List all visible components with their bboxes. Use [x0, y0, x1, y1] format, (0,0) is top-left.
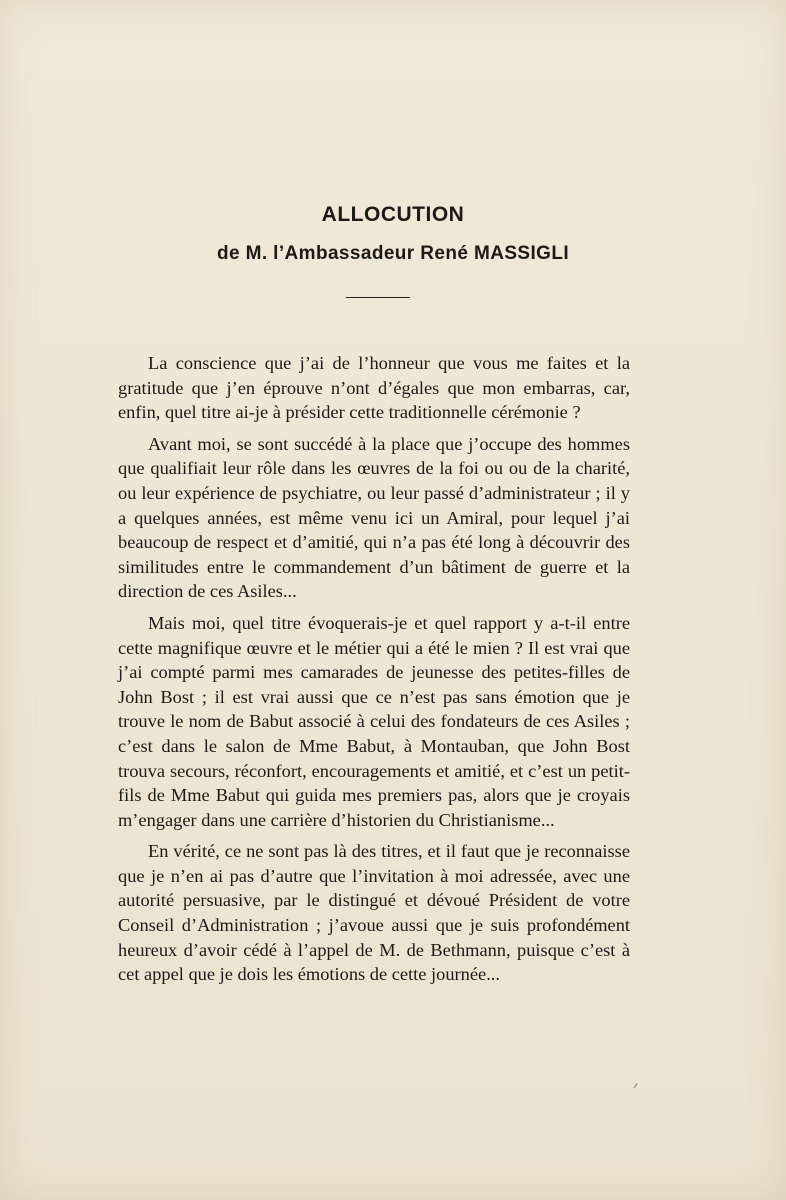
body-text	[118, 351, 630, 994]
paper-mark	[633, 1083, 638, 1089]
title-divider	[346, 297, 410, 298]
paragraph: En vérité, ce ne sont pas là des titres, et il faut que je reconnaisse que je n’en ai pas d’autre que l’invitation à moi adressée, avec une autorité persuasive, par le distingué et dévoué Président de votre Conseil d’Administration ; j’avoue aussi que je suis profondément heureux d’avoir cédé à l’appel de M. de Bethmann, puisque c’est à cet appel que je dois les émotions de cette journée...	[118, 841, 630, 985]
paragraph: La conscience que j’ai de l’honneur que vous me faites et la gratitude que j’en éprouve n’ont d’égales que mon embarras, car, enfin, quel titre ai-je à présider cette traditionnelle cérémonie ?	[118, 353, 630, 423]
paragraph: Avant moi, se sont succédé à la place que j’occupe des hommes que qualifiait leur rôle dans les œuvres de la foi ou ou de la charité, ou leur expérience de psychiatre, ou leur passé d’administrateur ; il y a quelques années, est même venu ici un Amiral, pour lequel j’ai beaucoup de respect et d’amitié, qui n’a pas été long à découvrir des similitudes entre le commandement d’un bâtiment de guerre et la direction de ces Asiles...	[118, 433, 630, 602]
page-title: ALLOCUTION	[321, 203, 465, 226]
paragraph: Mais moi, quel titre évoquerais-je et quel rapport y a-t-il entre cette magnifique œuvre et le métier qui a été le mien ? Il est vrai que j’ai compté parmi mes camarades de jeunesse des petites-filles de John Bost ; il est vrai aussi que ce n’est pas sans émotion que je trouve le nom de Babut associé à celui des fondateurs de ces Asiles ; c’est dans le salon de Mme Babut, à Montauban, que John Bost trouva secours, réconfort, encouragements et amitié, et c’est un petit-fils de Mme Babut qui guida mes premiers pas, alors que je croyais m’engager dans une carrière d’historien du Christianisme...	[118, 612, 630, 830]
page-subtitle: de M. l’Ambassadeur René MASSIGLI	[216, 243, 570, 264]
